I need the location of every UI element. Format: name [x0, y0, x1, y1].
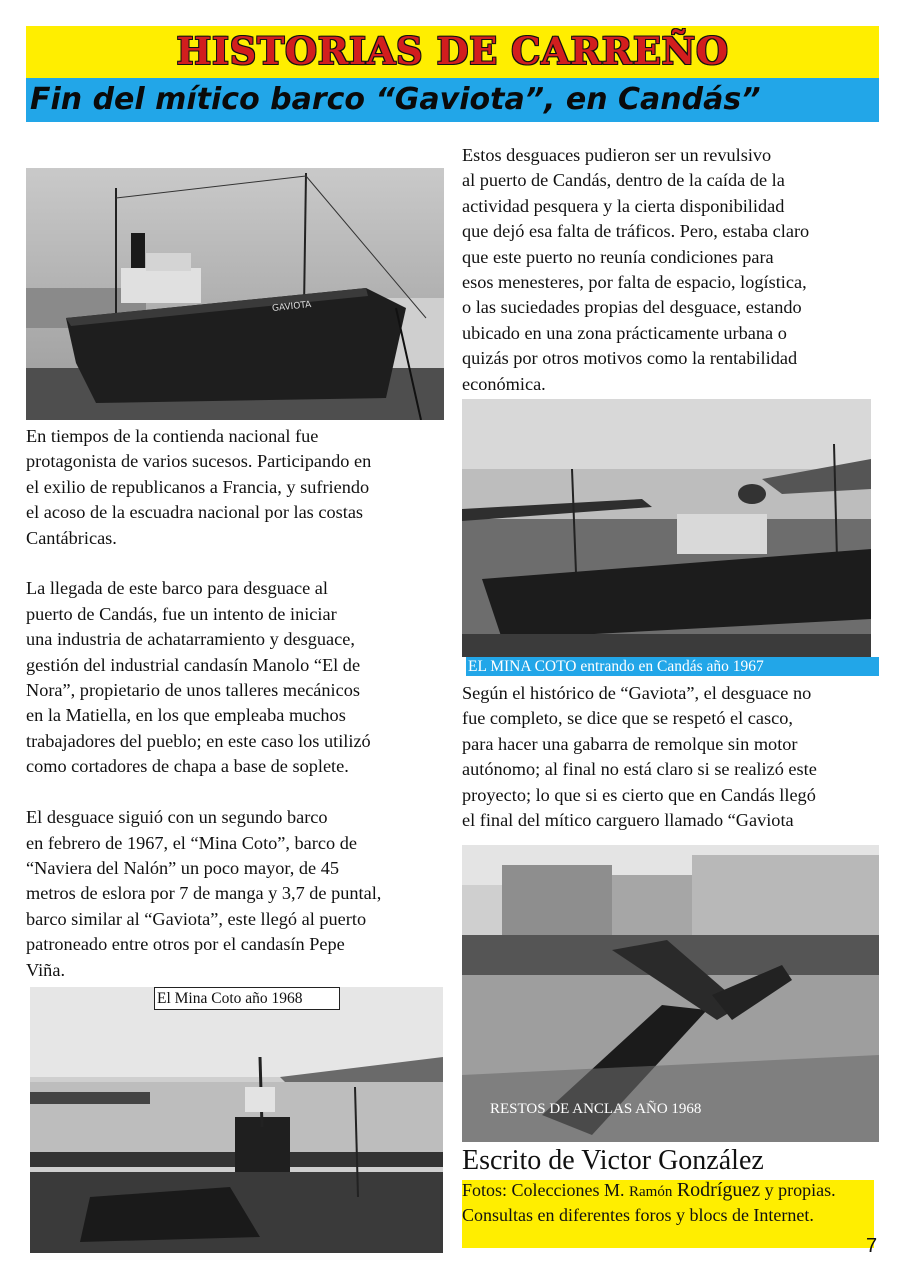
gaviota-hull-name: GAVIOTA	[271, 299, 312, 315]
caption-mina-coto-1967: EL MINA COTO entrando en Candás año 1967	[466, 657, 879, 676]
photo-mina-coto-1967	[462, 399, 871, 657]
article-right-top: Estos desguaces pudieron ser un revulsivo al puerto de Candás, dentro de la caída de la actividad pesquera y la cierta disponibilidad que dejó esa falta de tráficos. Pero, estaba claro que este puerto no reunía condiciones para esos menesteres, por falta de espacio, logística, o las suciedades propias del desguace, estando ubicado en una zona prácticamente urbana o quizás por otros motivos como la rentabilidad económica.	[462, 145, 810, 394]
page-title: HISTORIAS DE CARREÑO	[176, 29, 729, 73]
article-subtitle: Fin del mítico barco “Gaviota”, en Candás”	[30, 82, 761, 117]
credits-name-2: Rodríguez	[676, 1179, 761, 1201]
photo-restos-anclas	[462, 845, 879, 1142]
article-left-column: En tiempos de la contienda nacional fue protagonista de varios sucesos. Participando en el exilio de republicanos a Francia, y sufriendo el acoso de la escuadra nacional por las costas Cantábricas. La llegada de este barco para desguace al puerto de Candás, fue un intento de iniciar una industria de achatarramiento y desguace, gestión del industrial candasín Manolo “El de Nora”, propietario de unos talleres mecánicos en la Matiella, en los que empleaba muchos trabajadores del pueblo; en este caso los utilizó como cortadores de chapa a base de soplete. El desguace siguió con un segundo barco en febrero de 1967, el “Mina Coto”, barco de “Naviera del Nalón” un poco mayor, de 45 metros de eslora por 7 de manga y 3,7 de puntal, barco similar al “Gaviota”, este llegó al puerto patroneado entre otros por el candasín Pepe Viña.	[26, 426, 382, 980]
credits-prefix: Fotos: Colecciones M.	[462, 1180, 629, 1200]
credits-name-1: Ramón	[629, 1184, 673, 1200]
photo-mina-coto-1968	[30, 987, 443, 1253]
credits-suffix: y propias. Consultas en diferentes foros y blocs de Internet.	[462, 1180, 836, 1225]
article-right-mid: Según el histórico de “Gaviota”, el desguace no fue completo, se dice que se respetó el casco, para hacer una gabarra de remolque sin motor autónomo; al final no está claro si se realizó este proyecto; lo que si es cierto que en Candás llegó el final del mítico carguero llamado “Gaviota	[462, 683, 817, 831]
photo-gaviota-ship	[26, 168, 444, 420]
caption-mina-coto-1968: El Mina Coto año 1968	[154, 987, 340, 1010]
photo-credits	[462, 1179, 874, 1227]
caption-restos-anclas: RESTOS DE ANCLAS AÑO 1968	[490, 1101, 702, 1117]
author-line: Escrito de Victor González	[462, 1145, 764, 1176]
page-number: 7	[866, 1235, 878, 1257]
